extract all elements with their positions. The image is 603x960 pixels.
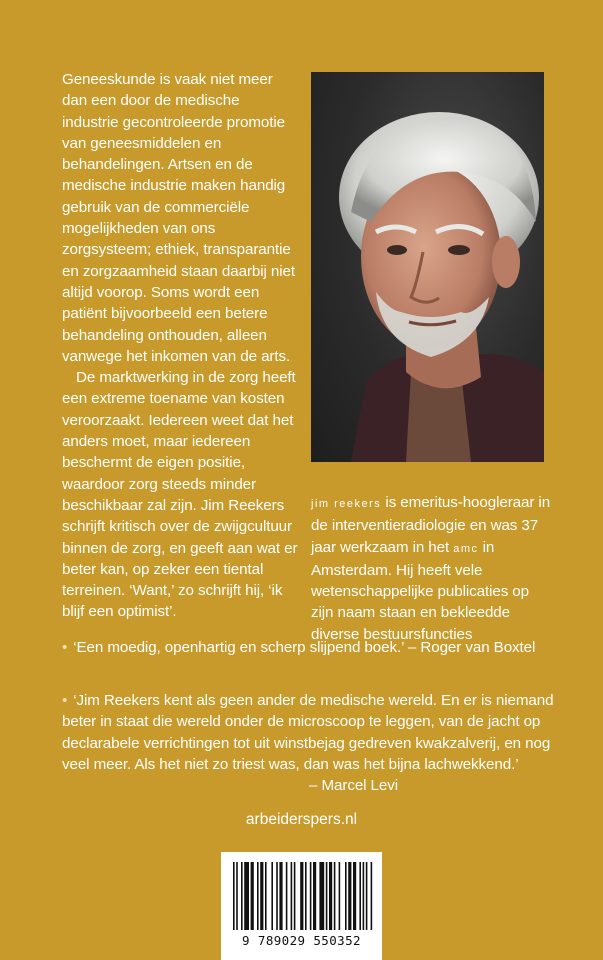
organization-name: amc: [453, 542, 479, 555]
isbn-number: 9 789029 550352: [242, 933, 361, 948]
publisher-website: arbeiderspers.nl: [245, 811, 358, 828]
quote-attribution: – Marcel Levi: [309, 777, 399, 795]
review-quote-1: [62, 637, 562, 658]
quote-text: ‘Jim Reekers kent als geen ander de medische wereld. En er is niemand beter in staat die wereld onder de microscoop te leggen, van de jacht op declarabele verrichtingen tot uit winstbejag gedreven kwakzalverij, en nog veel meer. Als het niet zo triest was, dan was het bijna lachwekkend.’: [62, 692, 554, 773]
quote-text: ‘Een moedig, openhartig en scherp slijpend boek.’ – Roger van Boxtel: [73, 639, 536, 656]
author-name: jim reekers: [311, 498, 382, 510]
bullet-icon: •: [62, 639, 68, 656]
author-photo: [311, 72, 544, 462]
bio-text-2: in Amsterdam. Hij heeft vele wetenschappelijke publicaties op zijn naam staan en bekleedde diverse bestuursfuncties: [311, 538, 530, 643]
bio-text-1: is emeritus-hoogleraar in de interventieradiologie en was 37 jaar werkzaam in het: [311, 494, 551, 556]
review-quote-2: [62, 690, 562, 796]
blurb-paragraph-2: De marktwerking in de zorg heeft een extreme toename van kosten veroorzaakt. Iedereen weet dat het anders moet, maar iedereen beschermt de eigen positie, waardoor zorg steeds minder beschikbaar zal zijn. Jim Reekers schrijft kritisch over de zwijgcultuur binnen de zorg, en geeft aan wat er beter kan, op zeker een tiental terreinen. ‘Want,’ zo schrijft hij, ‘ik blijf een optimist’.: [62, 369, 298, 621]
author-portrait-illustration: [311, 72, 544, 462]
blurb-text: [62, 69, 298, 623]
barcode-bars: [221, 852, 382, 934]
blurb-paragraph-1: Geneeskunde is vaak niet meer dan een door de medische industrie gecontroleerde promotie van geneesmiddelen en behandelingen. Artsen en de medische industrie maken handig gebruik van de commerciële mogelijkheden van ons zorgsysteem; ethiek, transparantie en zorgzaamheid staan daarbij niet altijd voorop. Soms wordt een patiënt bijvoorbeeld een betere behandeling onthouden, alleen vanwege het inkomen van de arts.: [62, 71, 296, 365]
bullet-icon: •: [62, 692, 68, 709]
author-bio: [311, 492, 551, 645]
barcode: [221, 852, 382, 960]
